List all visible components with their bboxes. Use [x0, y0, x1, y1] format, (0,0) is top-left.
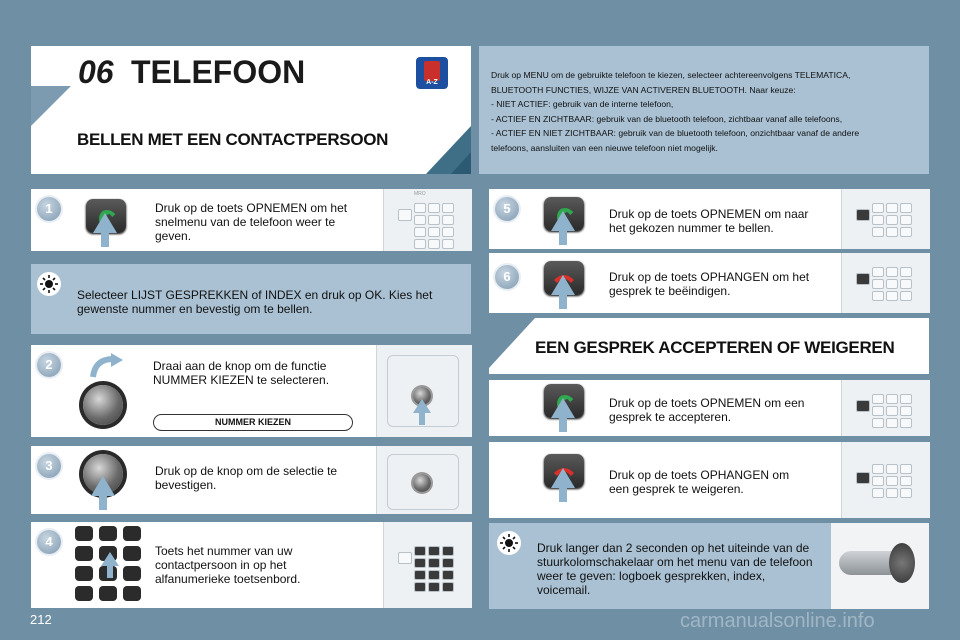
- steering-stalk-image: [831, 523, 929, 609]
- device-keypad-image: [841, 253, 930, 313]
- step-6-text: Druk op de toets OPHANGEN om het gesprek te beëindigen.: [609, 270, 810, 298]
- intro-panel: [479, 46, 929, 174]
- device-keypad-image: [841, 442, 930, 518]
- step-number: 4: [37, 530, 61, 554]
- step-number: 5: [495, 197, 519, 221]
- intro-bullet-2: - ACTIEF EN ZICHTBAAR: gebruik van de bluetooth telefoon, zichtbaar vanaf alle telefoons,: [491, 113, 843, 124]
- device-keypad-image: [383, 522, 472, 608]
- step-4-text: Toets het nummer van uw contactpersoon in op het alfanumerieke toetsenbord.: [155, 544, 301, 586]
- tip-sun-icon: [497, 531, 521, 555]
- press-arrow-icon: [551, 275, 575, 309]
- tip-sun-icon: [37, 272, 61, 296]
- tip-2-text: Druk langer dan 2 seconden op het uiteinde van de stuurkolomschakelaar om het menu van de telefoon weer te geven: logboek gesprekken, index, voicemail.: [537, 541, 813, 597]
- rotate-arrow-icon: [89, 353, 123, 379]
- press-arrow-icon: [91, 476, 115, 510]
- device-keypad-image: [841, 189, 930, 249]
- section-2-header: [489, 318, 929, 374]
- tip-2-panel: [489, 523, 929, 609]
- accept-text: Druk op de toets OPNEMEN om een gesprek te accepteren.: [609, 396, 805, 424]
- press-arrow-icon: [551, 398, 575, 432]
- device-keypad-image: [841, 380, 930, 436]
- step-6-panel: [489, 253, 929, 313]
- press-arrow-icon: [551, 211, 575, 245]
- step-1-text: Druk op de toets OPNEMEN om het snelmenu van de telefoon weer te geven.: [155, 201, 348, 243]
- watermark: carmanualsonline.info: [680, 610, 875, 632]
- step-number: 2: [37, 353, 61, 377]
- header-corner-shape: [31, 46, 471, 174]
- step-5-panel: [489, 189, 929, 249]
- nummer-kiezen-label: NUMMER KIEZEN: [153, 414, 353, 431]
- press-arrow-icon: [93, 213, 117, 247]
- step-number: 3: [37, 454, 61, 478]
- step-2-panel: [31, 345, 471, 437]
- chapter-title: TELEFOON: [131, 54, 306, 90]
- intro-line-2: BLUETOOTH FUNCTIES, WIJZE VAN ACTIVEREN BLUETOOTH. Naar keuze:: [491, 84, 796, 95]
- section-title-call: BELLEN MET EEN CONTACTPERSOON: [77, 130, 389, 149]
- tip-1-text: Selecteer LIJST GESPREKKEN of INDEX en druk op OK. Kies het gewenste nummer en bevestig om te bellen.: [77, 288, 433, 316]
- step-3-panel: [31, 446, 471, 514]
- device-panel-image: [376, 446, 472, 514]
- step-2-text: Draai aan de knop om de functie NUMMER KIEZEN te selecteren.: [153, 359, 330, 387]
- step-number: 6: [495, 265, 519, 289]
- step-5-text: Druk op de toets OPNEMEN om naar het gekozen nummer te bellen.: [609, 207, 809, 235]
- chapter-number: 06: [78, 54, 114, 90]
- intro-line-3: telefoons, aansluiten van een nieuwe telefoon niet mogelijk.: [491, 142, 718, 153]
- accept-panel: [489, 380, 929, 436]
- badge-text: A-Z: [426, 79, 438, 86]
- intro-bullet-3: - ACTIEF EN NIET ZICHTBAAR: gebruik van de bluetooth telefoon, onzichtbaar vanaf de andere: [491, 128, 860, 138]
- device-panel-image: [376, 345, 472, 437]
- section-title-accept: EEN GESPREK ACCEPTEREN OF WEIGEREN: [535, 338, 895, 357]
- control-knob-icon: [83, 385, 123, 425]
- page-number: 212: [30, 612, 52, 627]
- step-3-text: Druk op de knop om de selectie te bevestigen.: [155, 464, 338, 492]
- step-1-panel: [31, 189, 471, 251]
- step-4-panel: [31, 522, 471, 608]
- press-arrow-icon: [551, 468, 575, 502]
- intro-bullet-1: - NIET ACTIEF: gebruik van de interne telefoon,: [491, 99, 674, 109]
- reject-text: Druk op de toets OPHANGEN om een gesprek te weigeren.: [609, 468, 790, 496]
- numeric-keypad-icon: [75, 526, 147, 602]
- intro-line-1: Druk op MENU om de gebruikte telefoon te kiezen, selecteer achtereenvolgens TELEMATICA,: [491, 70, 851, 80]
- tip-1-panel: [31, 264, 471, 334]
- header-panel: [31, 46, 471, 174]
- step-number: 1: [37, 197, 61, 221]
- device-keypad-image: MRO: [383, 189, 472, 251]
- reject-panel: [489, 442, 929, 518]
